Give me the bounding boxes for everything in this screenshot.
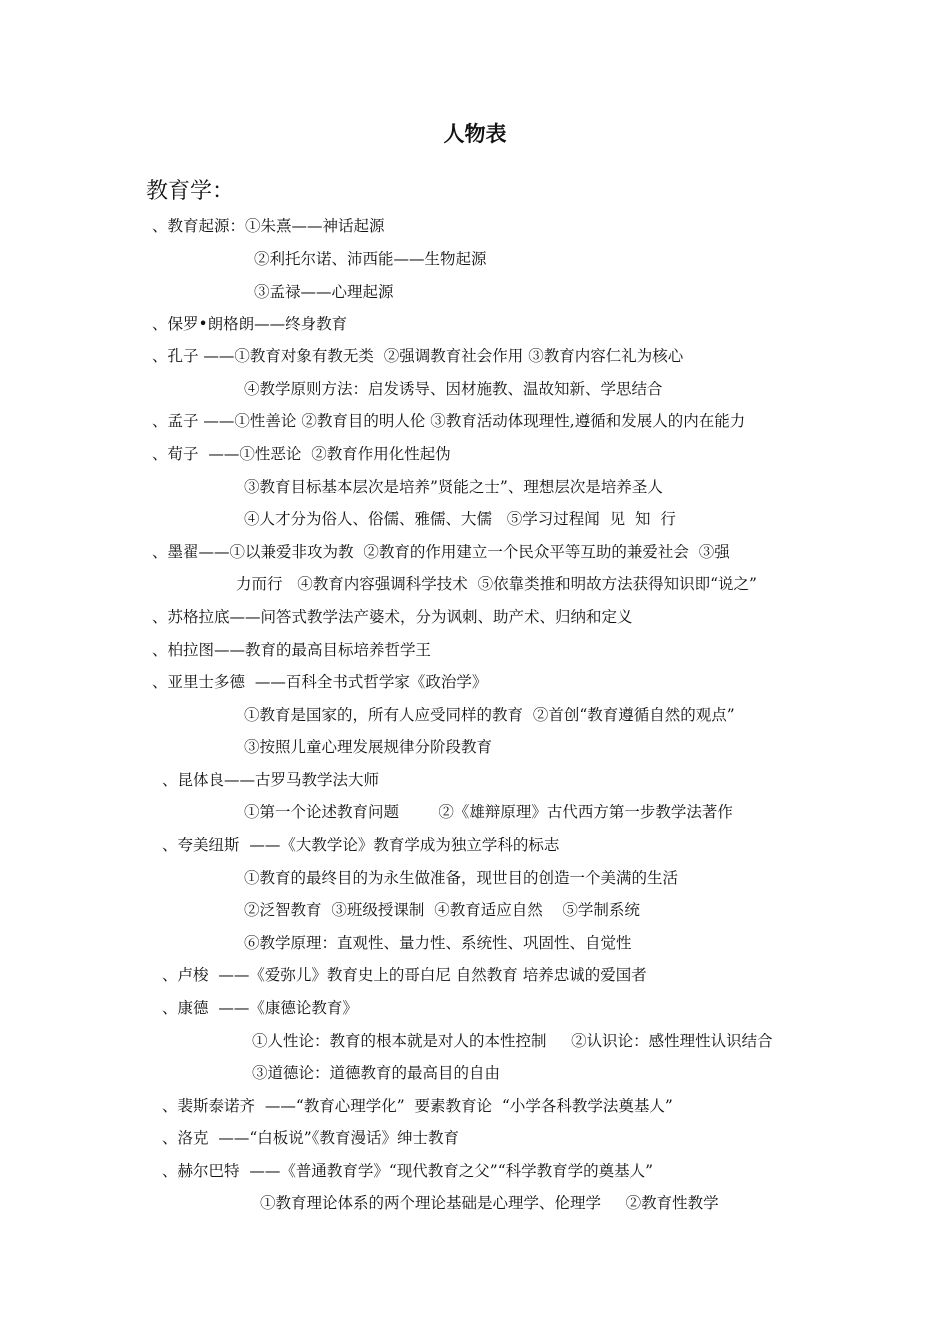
section-heading: 教育学： xyxy=(146,179,235,204)
text-line: ①教育是国家的，所有人应受同样的教育 ②首创“教育遵循自然的观点” xyxy=(244,706,735,724)
text-line: 、孔子 ——①教育对象有教无类 ②强调教育社会作用 ③教育内容仁礼为核心 xyxy=(152,347,684,365)
text-line: 、洛克 ——“白板说”《教育漫话》绅士教育 xyxy=(162,1129,459,1147)
text-line: 、保罗•朗格朗——终身教育 xyxy=(152,315,348,333)
text-line: ①教育理论体系的两个理论基础是心理学、伦理学 ②教育性教学 xyxy=(260,1194,719,1212)
text-line: ⑥教学原理：直观性、量力性、系统性、巩固性、自觉性 xyxy=(244,934,632,952)
document-title: 人物表 xyxy=(443,122,507,146)
text-line: ①教育的最终目的为永生做准备，现世目的创造一个美满的生活 xyxy=(244,869,679,887)
text-line: 、亚里士多德 ——百科全书式哲学家《政治学》 xyxy=(152,673,488,691)
text-line: ①第一个论述教育问题 ②《雄辩原理》古代西方第一步教学法著作 xyxy=(244,803,733,821)
text-line: 、夸美纽斯 ——《大教学论》教育学成为独立学科的标志 xyxy=(162,836,560,854)
text-line: ③教育目标基本层次是培养”贤能之士”、理想层次是培养圣人 xyxy=(244,478,663,496)
text-line: ④教学原则方法：启发诱导、因材施教、温故知新、学思结合 xyxy=(244,380,663,398)
text-line: ②泛智教育 ③班级授课制 ④教育适应自然 ⑤学制系统 xyxy=(244,901,640,919)
text-line: 、荀子 ——①性恶论 ②教育作用化性起伪 xyxy=(152,445,451,463)
text-line: 、裴斯泰诺齐 ——“教育心理学化” 要素教育论 “小学各科教学法奠基人” xyxy=(162,1097,673,1115)
text-line: 、康德 ——《康德论教育》 xyxy=(162,999,358,1017)
text-line: 、墨翟——①以兼爱非攻为教 ②教育的作用建立一个民众平等互助的兼爱社会 ③强 xyxy=(152,543,730,561)
text-line: 、苏格拉底——问答式教学法产婆术，分为讽刺、助产术、归纳和定义 xyxy=(152,608,633,626)
text-line: ③道德论：道德教育的最高目的自由 xyxy=(252,1064,501,1082)
text-line: ①人性论：教育的根本就是对人的本性控制 ②认识论：感性理性认识结合 xyxy=(252,1032,773,1050)
text-line: 、柏拉图——教育的最高目标培养哲学王 xyxy=(152,641,432,659)
text-line: 、赫尔巴特 ——《普通教育学》“现代教育之父”“科学教育学的奠基人” xyxy=(162,1162,654,1180)
text-line: 、教育起源：①朱熹——神话起源 xyxy=(152,217,385,235)
text-line: 、昆体良——古罗马教学法大师 xyxy=(162,771,380,789)
text-line: 力而行 ④教育内容强调科学技术 ⑤依靠类推和明故方法获得知识即“说之” xyxy=(236,575,757,593)
text-line: 、孟子 ——①性善论 ②教育目的明人伦 ③教育活动体现理性,遵循和发展人的内在能力 xyxy=(152,412,746,430)
text-line: 、卢梭 ——《爱弥儿》教育史上的哥白尼 自然教育 培养忠诚的爱国者 xyxy=(162,966,647,984)
text-line: ③按照儿童心理发展规律分阶段教育 xyxy=(244,738,493,756)
text-line: ④人才分为俗人、俗儒、雅儒、大儒 ⑤学习过程闻 见 知 行 xyxy=(244,510,676,528)
text-line: ③孟禄——心理起源 xyxy=(254,283,394,301)
text-line: ②利托尔诺、沛西能——生物起源 xyxy=(254,250,487,268)
